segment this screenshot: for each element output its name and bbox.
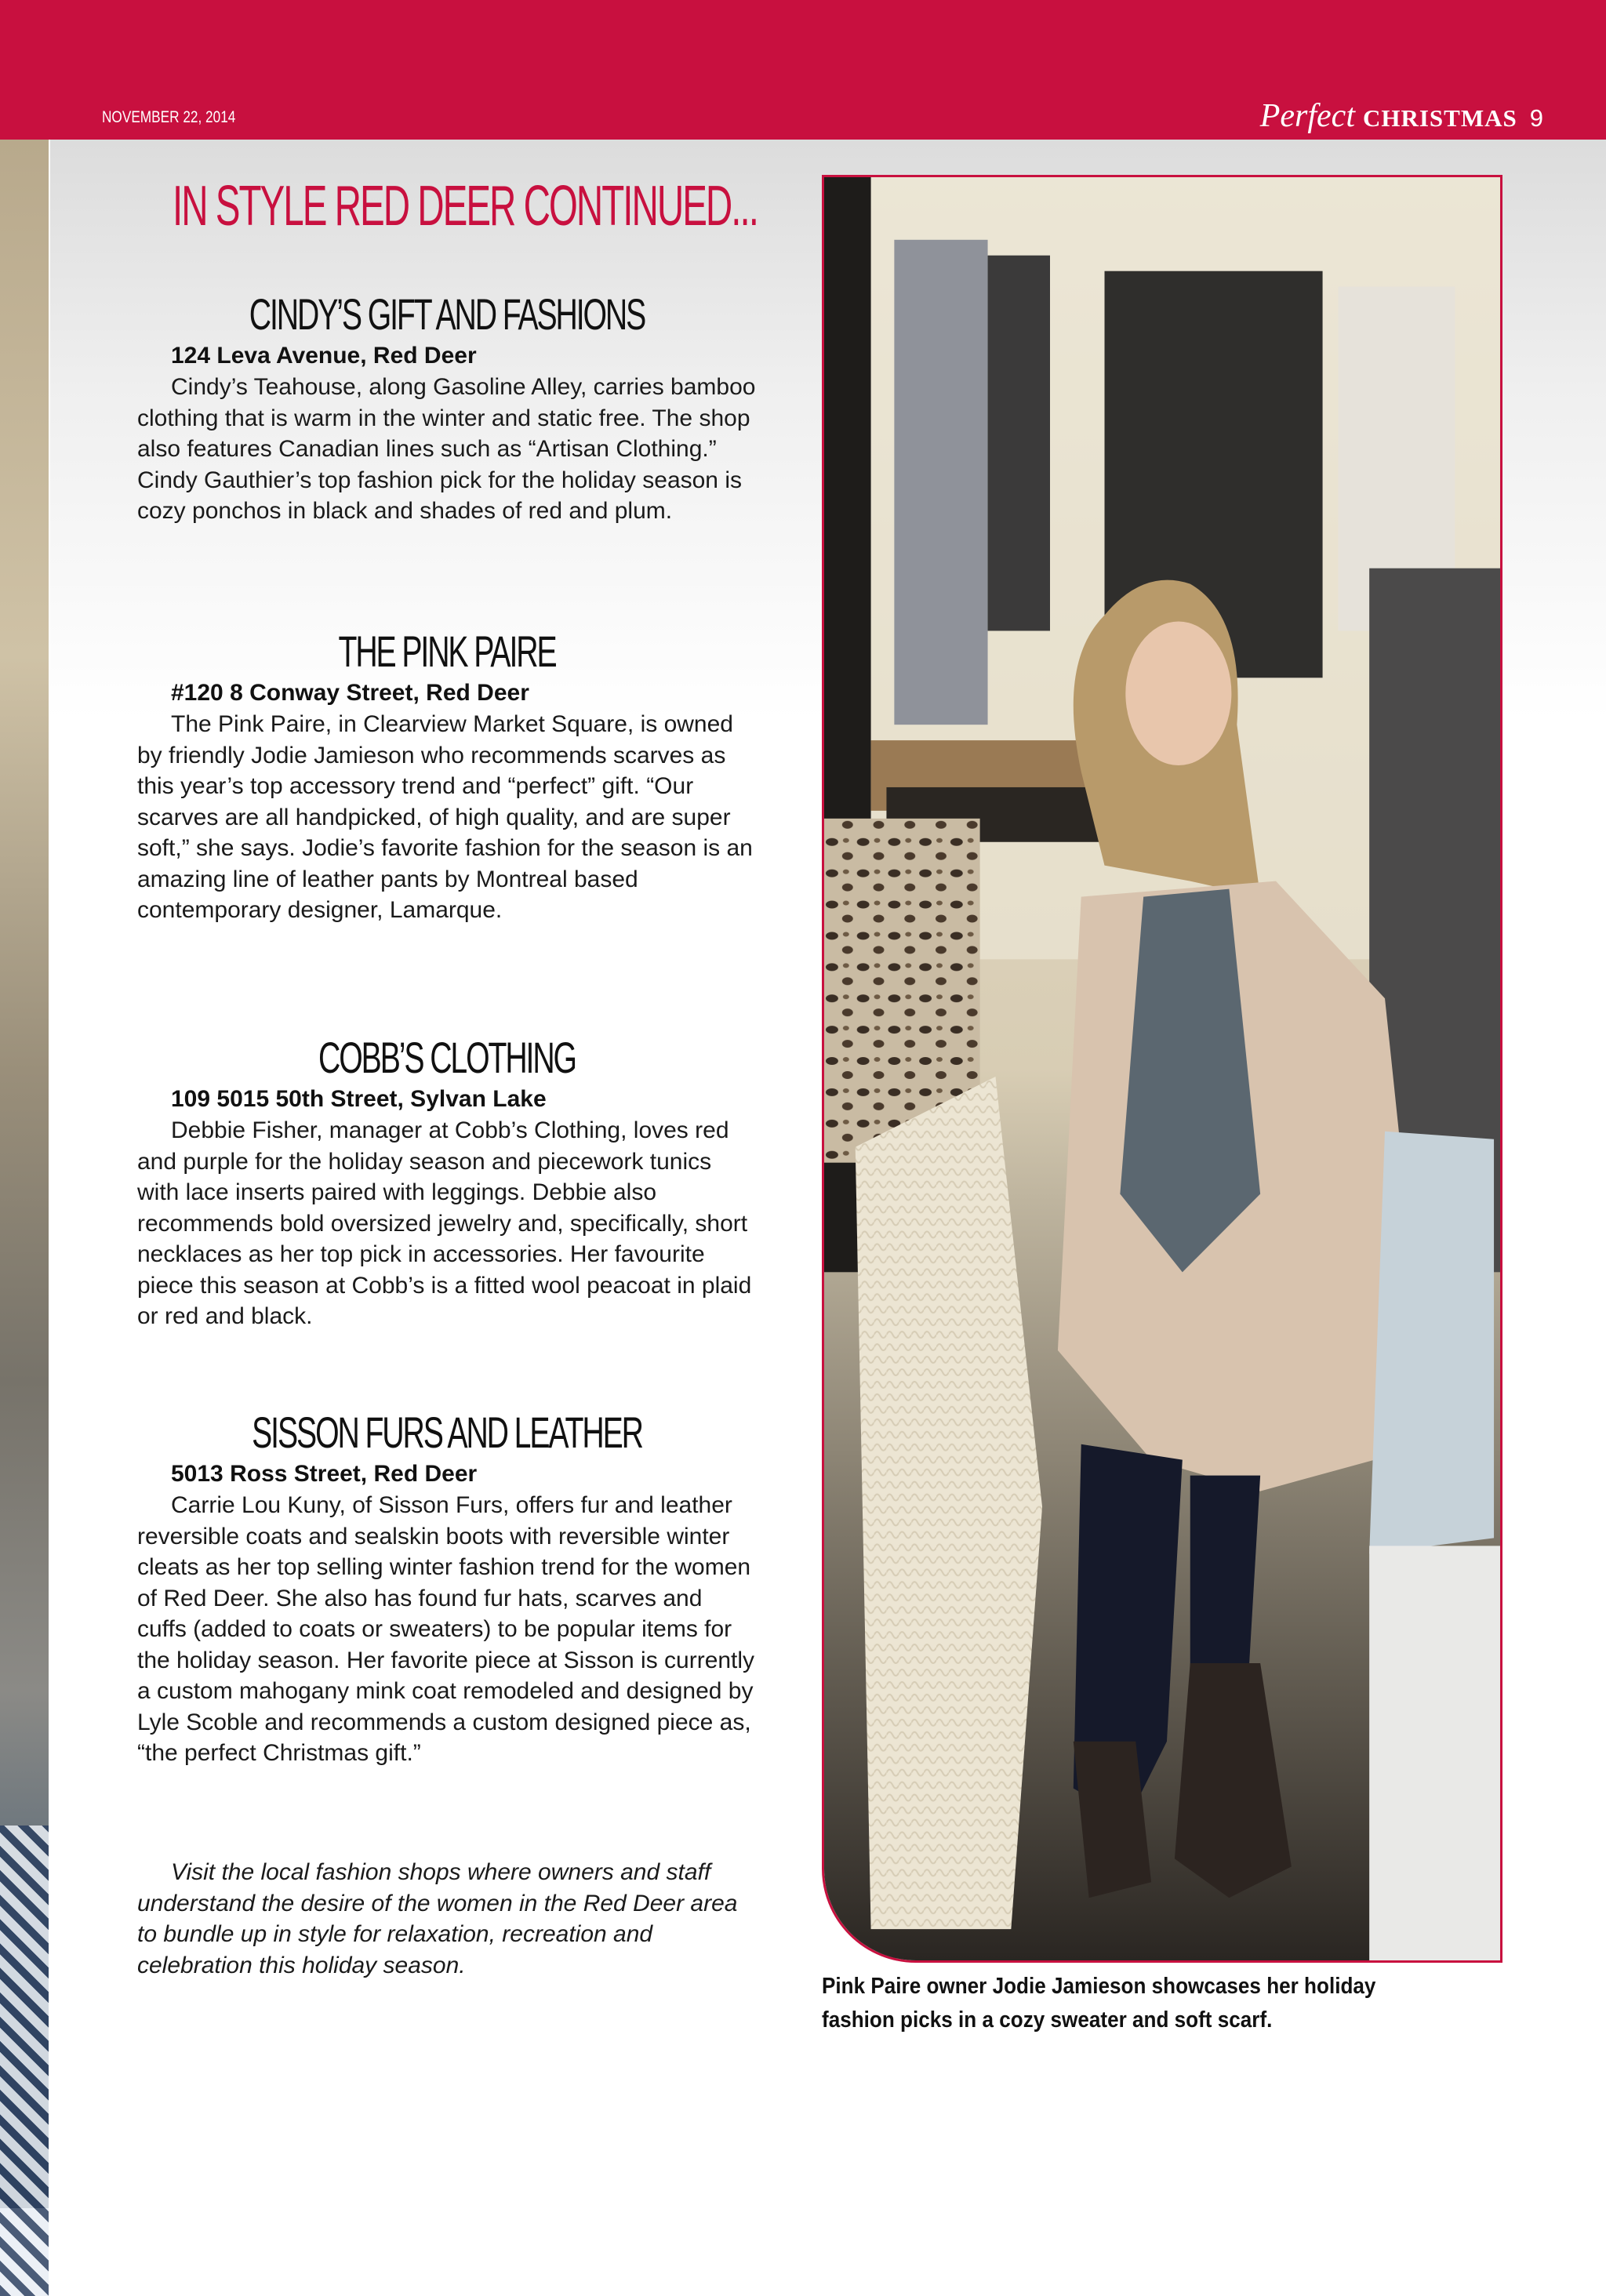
header-bar: [0, 0, 1606, 140]
section-cobbs: [137, 1034, 757, 1332]
page-number: 9: [1529, 104, 1543, 132]
section-pink-paire: [137, 627, 757, 926]
closing-text: Visit the local fashion shops where owners and staff understand the desire of the women in the Red Deer area to bundle up in style for relaxation, recreation and celebration this holiday season.: [137, 1859, 738, 1978]
photo-garment: [894, 240, 987, 725]
photo-caption: Pink Paire owner Jodie Jamieson showcases her holiday fashion picks in a cozy sweater and soft scarf.: [822, 1974, 1376, 2033]
photo-face: [1125, 622, 1231, 766]
article-title: IN STYLE RED DEER CONTINUED...: [173, 175, 758, 238]
left-edge-photo: [0, 140, 50, 2208]
store-photo-illustration: [824, 177, 1500, 1960]
photo-white-wall: [1369, 1546, 1500, 1960]
section-address: 124 Leva Avenue, Red Deer: [171, 343, 477, 369]
section-body: The Pink Paire, in Clearview Market Square, is owned by friendly Jodie Jamieson who recommends scarves as this year’s top accessory trend and “perfect” gift. “Our scarves are all handpicked, of high quality, and are super soft,” she says. Jodie’s favorite fashion for the season is an amazing line of leather pants by Montreal based contemporary designer, Lamarque.: [137, 711, 753, 923]
section-cindys: [137, 290, 757, 527]
closing-paragraph: [137, 1857, 757, 1981]
section-body: Carrie Lou Kuny, of Sisson Furs, offers fur and leather reversible coats and sealskin boots with reversible winter cleats as her top selling winter fashion trend for the women of Red Deer. She also has found fur hats, scarves and cuffs (added to coats or sweaters) to be popular items for the holiday season. Her favorite piece at Sisson is currently a custom mahogany mink coat remodeled and designed by Lyle Scoble and recommends a custom designed piece as, “the perfect Christmas gift.”: [137, 1492, 755, 1766]
section-address: #120 8 Conway Street, Red Deer: [171, 680, 529, 706]
section-body: Cindy’s Teahouse, along Gasoline Alley, carries bamboo clothing that is warm in the winter and static free. The shop also features Canadian lines such as “Artisan Clothing.” Cindy Gauthier’s top fashion pick for the holiday season is cozy ponchos in black and shades of red and plum.: [137, 374, 756, 524]
section-body: Debbie Fisher, manager at Cobb’s Clothing, loves red and purple for the holiday season and piecework tunics with lace inserts paired with leggings. Debbie also recommends bold oversized jewelry and, specifically, short necklaces as her top pick in accessories. Her favourite piece this season at Cobb’s is a fitted wool peacoat in plaid or red and black.: [137, 1117, 752, 1329]
section-heading: CINDY’S GIFT AND FASHIONS: [249, 289, 645, 339]
feature-photo: [822, 175, 1502, 1963]
photo-display-case: [1369, 1132, 1494, 1554]
section-address: 109 5015 50th Street, Sylvan Lake: [171, 1086, 547, 1112]
section-heading: COBB’S CLOTHING: [318, 1033, 576, 1082]
left-edge-pattern: [0, 1826, 49, 2296]
brand-script: Perfect: [1259, 98, 1355, 134]
brand-word: CHRISTMAS: [1362, 104, 1517, 132]
section-address: 5013 Ross Street, Red Deer: [171, 1461, 478, 1487]
section-heading: THE PINK PAIRE: [338, 627, 556, 676]
issue-date: NOVEMBER 22, 2014: [102, 108, 236, 126]
page-folio: [1260, 97, 1543, 135]
section-sisson: [137, 1408, 757, 1769]
section-heading: SISSON FURS AND LEATHER: [252, 1408, 642, 1457]
